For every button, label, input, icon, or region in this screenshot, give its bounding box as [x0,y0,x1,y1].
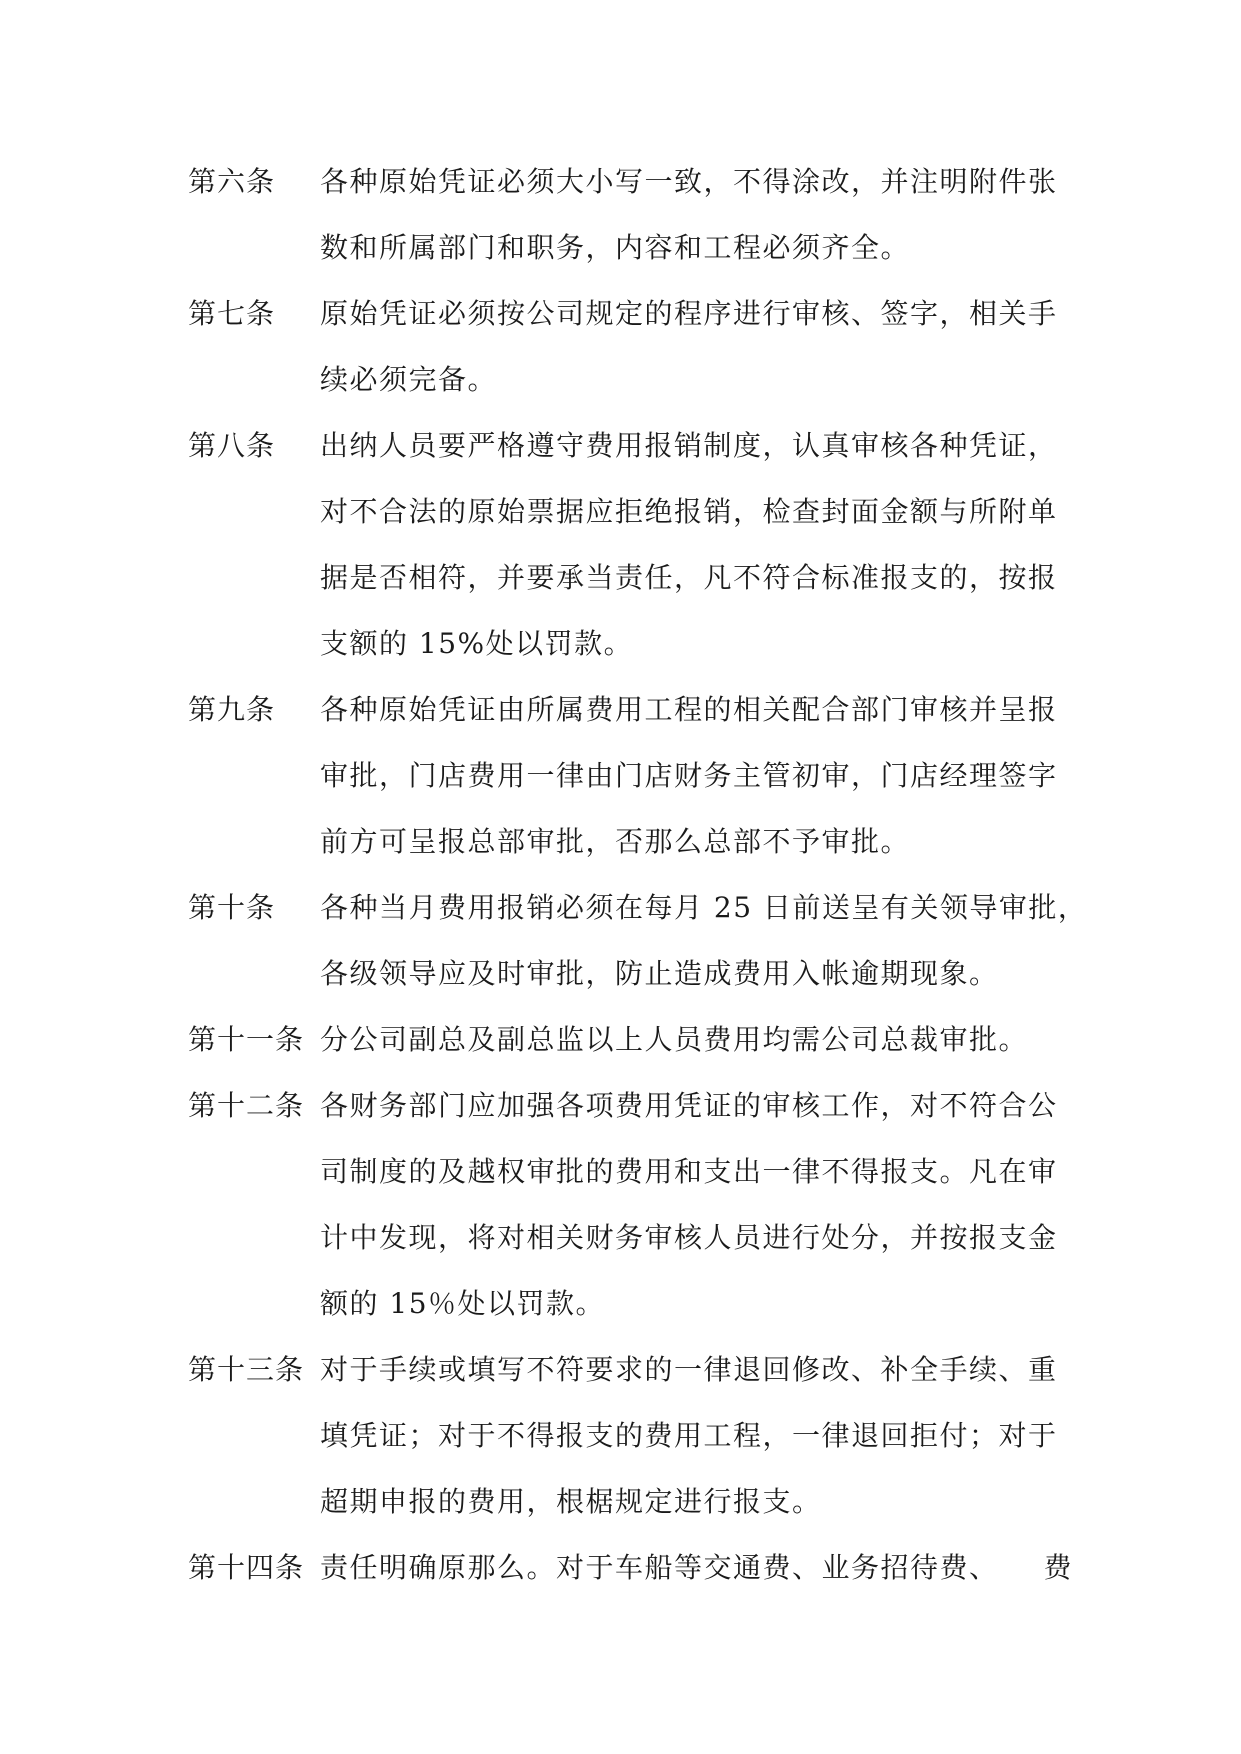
article-line: 审批，门店费用一律由门店财务主管初审，门店经理签字 [320,759,1058,792]
article-line: 各财务部门应加强各项费用凭证的审核工作，对不符合公 [320,1089,1058,1122]
article-line: 各种原始凭证必须大小写一致，不得涂改，并注明附件张 [320,165,1058,198]
article-label: 第六条 [188,165,276,198]
article-body [320,1073,1060,1337]
article-line: 对不合法的原始票据应拒绝报销，检查封面金额与所附单 [320,495,1058,528]
article-body [320,149,1060,281]
article-body [320,1007,1060,1073]
article-line: 前方可呈报总部审批，否那么总部不予审批。 [320,825,911,858]
article-line: 分公司副总及副总监以上人员费用均需公司总裁审批。 [320,1023,1029,1056]
article-line: 出纳人员要严格遵守费用报销制度，认真审核各种凭证， [320,429,1058,462]
article-body [320,1535,1074,1601]
article-body [320,1337,1060,1535]
article-label: 第九条 [188,693,276,726]
article-line: 各种当月费用报销必须在每月 25 日前送呈有关领导审批， [320,891,1088,924]
article-line: 支额的 15%处以罚款。 [320,627,634,660]
article-label: 第七条 [188,297,276,330]
article-body [320,875,1088,1007]
article-line: 各种原始凭证由所属费用工程的相关配合部门审核并呈报 [320,693,1058,726]
article-line: 原始凭证必须按公司规定的程序进行审核、签字，相关手 [320,297,1058,330]
article-body [320,281,1060,413]
article-line: 据是否相符，并要承当责任，凡不符合标准报支的，按报 [320,561,1058,594]
article-label: 第八条 [188,429,276,462]
article-line: 超期申报的费用，根椐规定进行报支。 [320,1485,822,1518]
article-line: 责任明确原那么。对于车船等交通费、业务招待费、 费 [320,1551,1074,1584]
article-label: 第十条 [188,891,276,924]
article-line: 填凭证；对于不得报支的费用工程，一律退回拒付；对于 [320,1419,1058,1452]
article-line: 各级领导应及时审批，防止造成费用入帐逾期现象。 [320,957,999,990]
article-body [320,677,1060,875]
article-label: 第十三条 [188,1353,305,1386]
article-line: 续必须完备。 [320,363,498,396]
article-line: 对于手续或填写不符要求的一律退回修改、补全手续、重 [320,1353,1058,1386]
article-body [320,413,1060,677]
article-line: 数和所属部门和职务，内容和工程必须齐全。 [320,231,911,264]
article-line: 计中发现，将对相关财务审核人员进行处分，并按报支金 [320,1221,1058,1254]
article-label: 第十二条 [188,1089,305,1122]
article-label: 第十四条 [188,1551,305,1584]
article-label: 第十一条 [188,1023,305,1056]
article-line: 额的 15％处以罚款。 [320,1287,606,1320]
article-line: 司制度的及越权审批的费用和支出一律不得报支。凡在审 [320,1155,1058,1188]
